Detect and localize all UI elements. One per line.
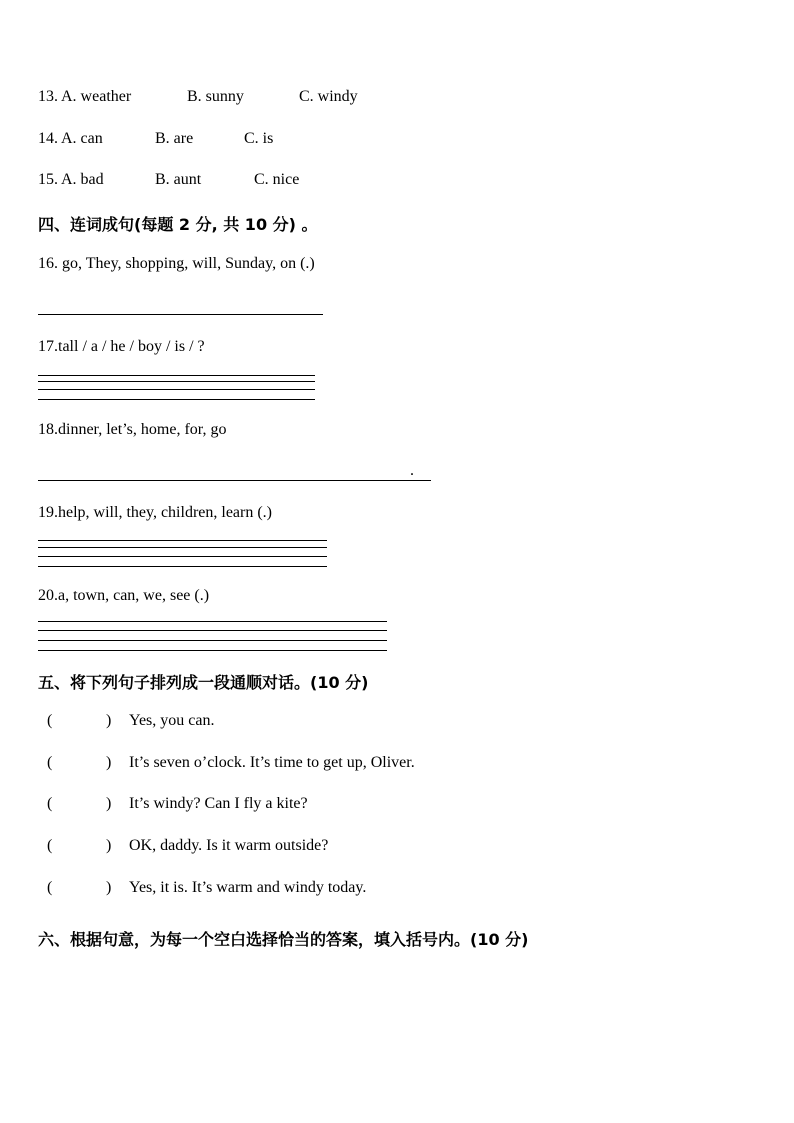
mc-13-number: 13. (38, 88, 58, 105)
answer-line-16[interactable] (38, 314, 323, 315)
order-blank-1[interactable] (57, 712, 105, 730)
paren-open-2: ( (47, 754, 53, 771)
section-5-heading: 五、将下列句子排列成一段通顺对话。(10 分) (38, 673, 369, 692)
answer-line-19b (38, 547, 327, 548)
answer-line-20d (38, 650, 387, 651)
answer-line-20c (38, 640, 387, 641)
mc-14-option-b: B. are (155, 130, 194, 147)
order-blank-4[interactable] (57, 837, 105, 855)
mc-15-option-c: C. nice (254, 171, 300, 188)
answer-line-17c (38, 389, 315, 390)
section-6-heading: 六、根据句意，为每一个空白选择恰当的答案，填入括号内。(10 分) (38, 930, 529, 949)
paren-open-4: ( (47, 837, 53, 854)
dialogue-text-1: Yes, you can. (129, 712, 215, 729)
paren-open-5: ( (47, 879, 53, 896)
order-blank-5[interactable] (57, 879, 105, 897)
answer-line-17d (38, 399, 315, 400)
paren-close-3: ) (106, 795, 112, 812)
paren-close-4: ) (106, 837, 112, 854)
answer-line-20b (38, 630, 387, 631)
answer-line-20a (38, 621, 387, 622)
paren-open-3: ( (47, 795, 53, 812)
dialogue-text-3: It’s windy? Can I fly a kite? (129, 795, 308, 812)
answer-line-17a (38, 375, 315, 376)
paren-close-5: ) (106, 879, 112, 896)
mc-15-option-a: A. bad (61, 171, 104, 188)
mc-13-option-c: C. windy (299, 88, 358, 105)
dialogue-text-5: Yes, it is. It’s warm and windy today. (129, 879, 367, 896)
question-17: 17.tall / a / he / boy / is / ? (38, 338, 205, 355)
paren-close-2: ) (106, 754, 112, 771)
answer-line-19d (38, 566, 327, 567)
order-blank-2[interactable] (57, 754, 105, 772)
question-18: 18.dinner, let’s, home, for, go (38, 421, 227, 438)
answer-18-period: . (410, 462, 414, 479)
mc-14-option-c: C. is (244, 130, 274, 147)
section-4-heading: 四、连词成句(每题 2 分, 共 10 分) 。 (38, 215, 318, 234)
question-20: 20.a, town, can, we, see (.) (38, 587, 210, 604)
mc-15-option-b: B. aunt (155, 171, 202, 188)
answer-line-19a (38, 540, 327, 541)
paren-close-1: ) (106, 712, 112, 729)
dialogue-text-4: OK, daddy. Is it warm outside? (129, 837, 329, 854)
answer-line-18[interactable] (38, 480, 431, 481)
mc-14-number: 14. (38, 130, 58, 147)
mc-13-option-b: B. sunny (187, 88, 244, 105)
order-blank-3[interactable] (57, 795, 105, 813)
dialogue-text-2: It’s seven o’clock. It’s time to get up, Oliver. (129, 754, 415, 771)
paren-open-1: ( (47, 712, 53, 729)
question-19: 19.help, will, they, children, learn (.) (38, 504, 272, 521)
mc-14-option-a: A. can (61, 130, 103, 147)
answer-line-17b (38, 381, 315, 382)
mc-15-number: 15. (38, 171, 58, 188)
question-16: 16. go, They, shopping, will, Sunday, on (.) (38, 255, 315, 272)
answer-line-19c (38, 556, 327, 557)
mc-13-option-a: A. weather (61, 88, 132, 105)
